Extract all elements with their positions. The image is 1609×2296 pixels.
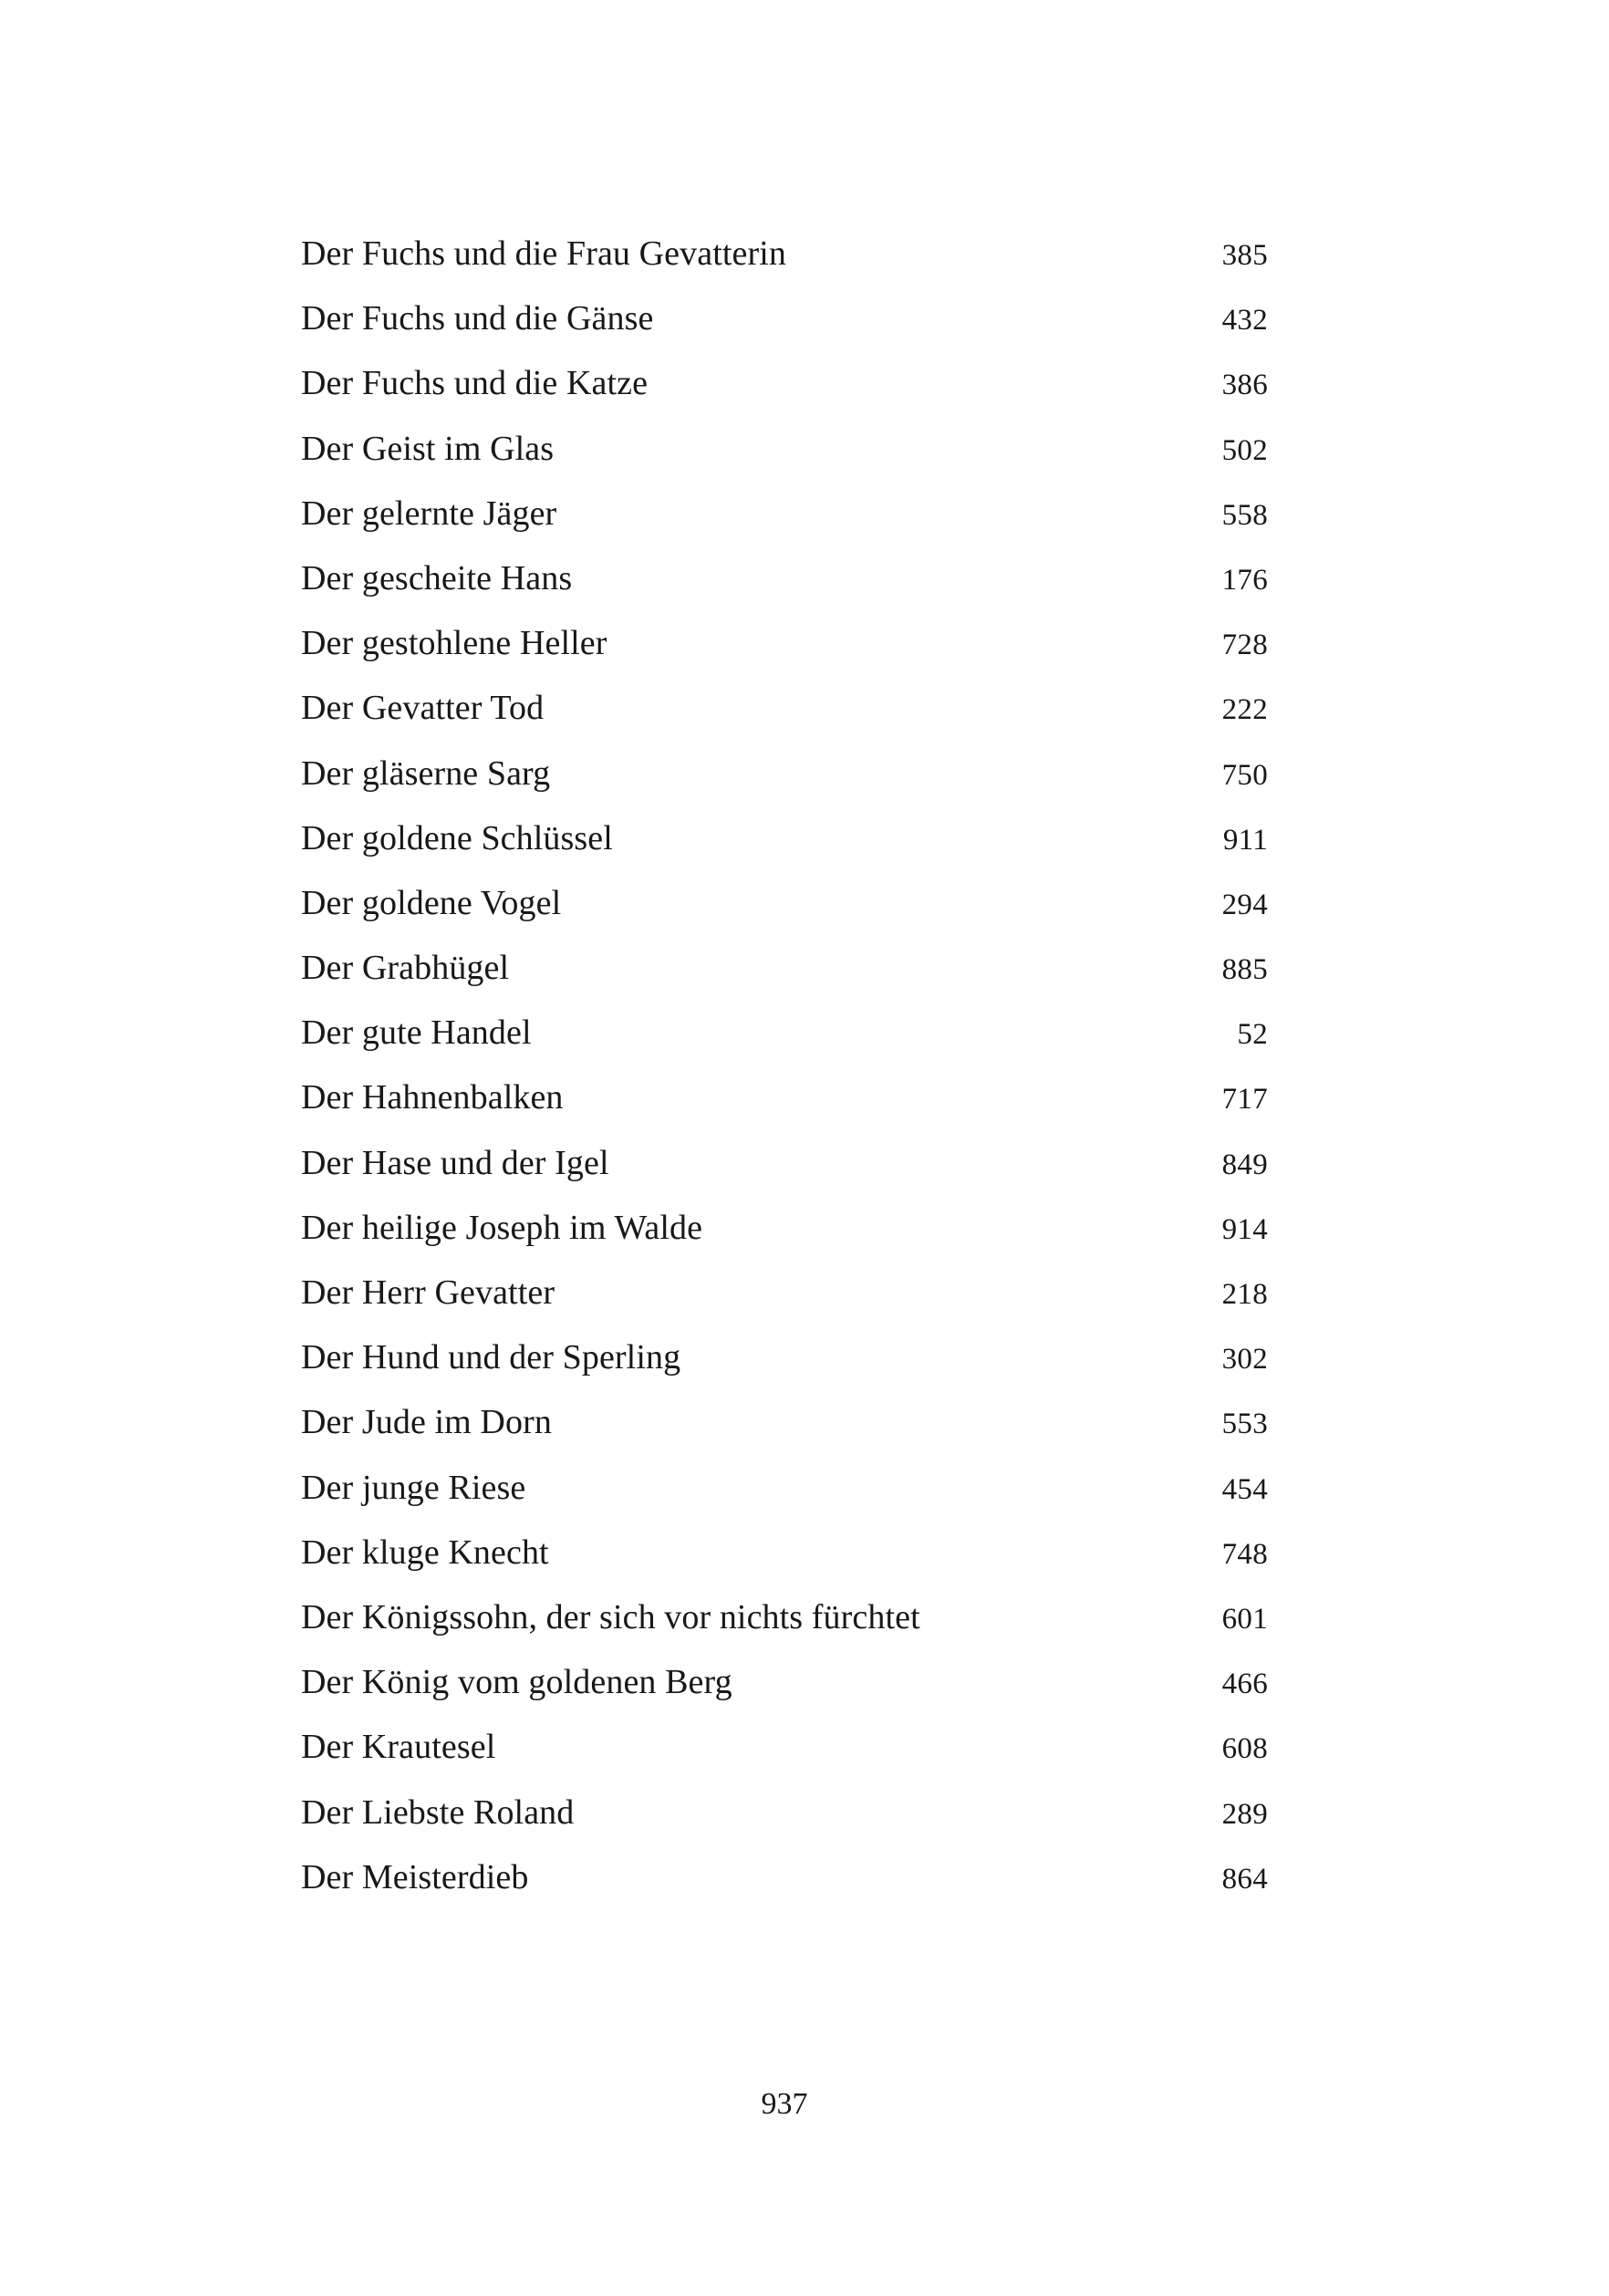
- index-entry-page-number: 601: [1221, 1602, 1268, 1636]
- index-entry[interactable]: [301, 742, 1268, 806]
- index-entry-page-number: 885: [1221, 953, 1268, 987]
- index-entry-title: Der Jude im Dorn: [301, 1403, 552, 1442]
- index-entry-page-number: 750: [1221, 758, 1268, 792]
- index-entry-page-number: 294: [1221, 888, 1268, 921]
- index-entry-title: Der Hahnenbalken: [301, 1078, 564, 1117]
- index-entry-page-number: 608: [1221, 1732, 1268, 1766]
- index-entry-title: Der Königssohn, der sich vor nichts fürchtet: [301, 1597, 920, 1636]
- index-entry[interactable]: [301, 1261, 1268, 1325]
- index-entry-page-number: 849: [1221, 1148, 1268, 1181]
- index-entry[interactable]: [301, 546, 1268, 611]
- index-entry[interactable]: [301, 1325, 1268, 1390]
- index-entry-page-number: 914: [1221, 1212, 1268, 1246]
- index-entry[interactable]: [301, 806, 1268, 871]
- index-entry[interactable]: [301, 936, 1268, 1001]
- index-entry-title: Der gescheite Hans: [301, 558, 573, 597]
- index-entry-page-number: 176: [1221, 563, 1268, 597]
- index-entry-page-number: 386: [1221, 369, 1268, 402]
- index-entry-page-number: 218: [1221, 1278, 1268, 1311]
- index-entry[interactable]: [301, 1001, 1268, 1065]
- index-entry[interactable]: [301, 1781, 1268, 1845]
- index-entry[interactable]: [301, 1715, 1268, 1780]
- index-entry-page-number: 385: [1221, 239, 1268, 272]
- index-entry[interactable]: [301, 1456, 1268, 1521]
- index-entry-page-number: 502: [1221, 433, 1268, 467]
- index-entry-page-number: 289: [1221, 1797, 1268, 1831]
- index-entry-title: Der Fuchs und die Gänse: [301, 299, 654, 338]
- index-entry-title: Der Krautesel: [301, 1728, 496, 1767]
- index-entry[interactable]: [301, 286, 1268, 351]
- index-entry-title: Der Hund und der Sperling: [301, 1338, 681, 1377]
- index-entry-title: Der Meisterdieb: [301, 1857, 529, 1896]
- index-entry-page-number: 302: [1221, 1343, 1268, 1377]
- index-entry[interactable]: [301, 1131, 1268, 1196]
- index-entry[interactable]: [301, 482, 1268, 546]
- index-entry[interactable]: [301, 1196, 1268, 1261]
- index-entry-page-number: 911: [1222, 823, 1268, 857]
- index-entry-title: Der goldene Vogel: [301, 883, 562, 922]
- index-entry[interactable]: [301, 1845, 1268, 1910]
- index-entry-list: [301, 222, 1268, 1910]
- index-entry-title: Der Fuchs und die Katze: [301, 364, 649, 403]
- index-entry-title: Der Fuchs und die Frau Gevatterin: [301, 234, 786, 273]
- index-entry[interactable]: [301, 1650, 1268, 1715]
- index-entry-page-number: 553: [1221, 1408, 1268, 1441]
- index-entry[interactable]: [301, 871, 1268, 936]
- page-folio-number: 937: [761, 2087, 808, 2121]
- index-entry[interactable]: [301, 611, 1268, 676]
- index-entry[interactable]: [301, 351, 1268, 416]
- index-entry[interactable]: [301, 1521, 1268, 1585]
- index-entry-page-number: 864: [1221, 1862, 1268, 1896]
- index-entry-page-number: 222: [1221, 693, 1268, 727]
- index-entry-page-number: 558: [1221, 498, 1268, 532]
- index-entry-page-number: 454: [1221, 1472, 1268, 1506]
- index-entry-title: Der gelernte Jäger: [301, 493, 557, 533]
- index-entry-title: Der Gevatter Tod: [301, 689, 545, 728]
- index-entry-page-number: 728: [1221, 629, 1268, 662]
- index-entry[interactable]: [301, 1585, 1268, 1650]
- index-entry-title: Der heilige Joseph im Walde: [301, 1208, 703, 1247]
- index-entry-title: Der gläserne Sarg: [301, 753, 551, 793]
- index-entry-title: Der Liebste Roland: [301, 1792, 575, 1832]
- index-entry-title: Der gute Handel: [301, 1013, 532, 1053]
- index-entry-title: Der junge Riese: [301, 1468, 526, 1507]
- index-entry-page-number: 52: [1237, 1018, 1268, 1052]
- index-entry-page-number: 466: [1221, 1667, 1268, 1701]
- index-entry[interactable]: [301, 417, 1268, 482]
- index-entry-title: Der Herr Gevatter: [301, 1273, 555, 1312]
- index-entry[interactable]: [301, 222, 1268, 286]
- index-entry-title: Der Grabhügel: [301, 949, 510, 988]
- index-entry-title: Der Geist im Glas: [301, 429, 555, 468]
- index-entry-title: Der Hase und der Igel: [301, 1143, 609, 1182]
- index-entry[interactable]: [301, 1390, 1268, 1455]
- index-entry-title: Der König vom goldenen Berg: [301, 1663, 732, 1702]
- index-entry-page-number: 717: [1221, 1083, 1268, 1117]
- index-entry-title: Der goldene Schlüssel: [301, 818, 613, 857]
- index-entry-page-number: 748: [1221, 1537, 1268, 1571]
- index-entry-title: Der gestohlene Heller: [301, 624, 607, 663]
- index-entry[interactable]: [301, 676, 1268, 741]
- index-entry-page-number: 432: [1221, 304, 1268, 338]
- index-entry-title: Der kluge Knecht: [301, 1532, 549, 1572]
- index-entry[interactable]: [301, 1065, 1268, 1130]
